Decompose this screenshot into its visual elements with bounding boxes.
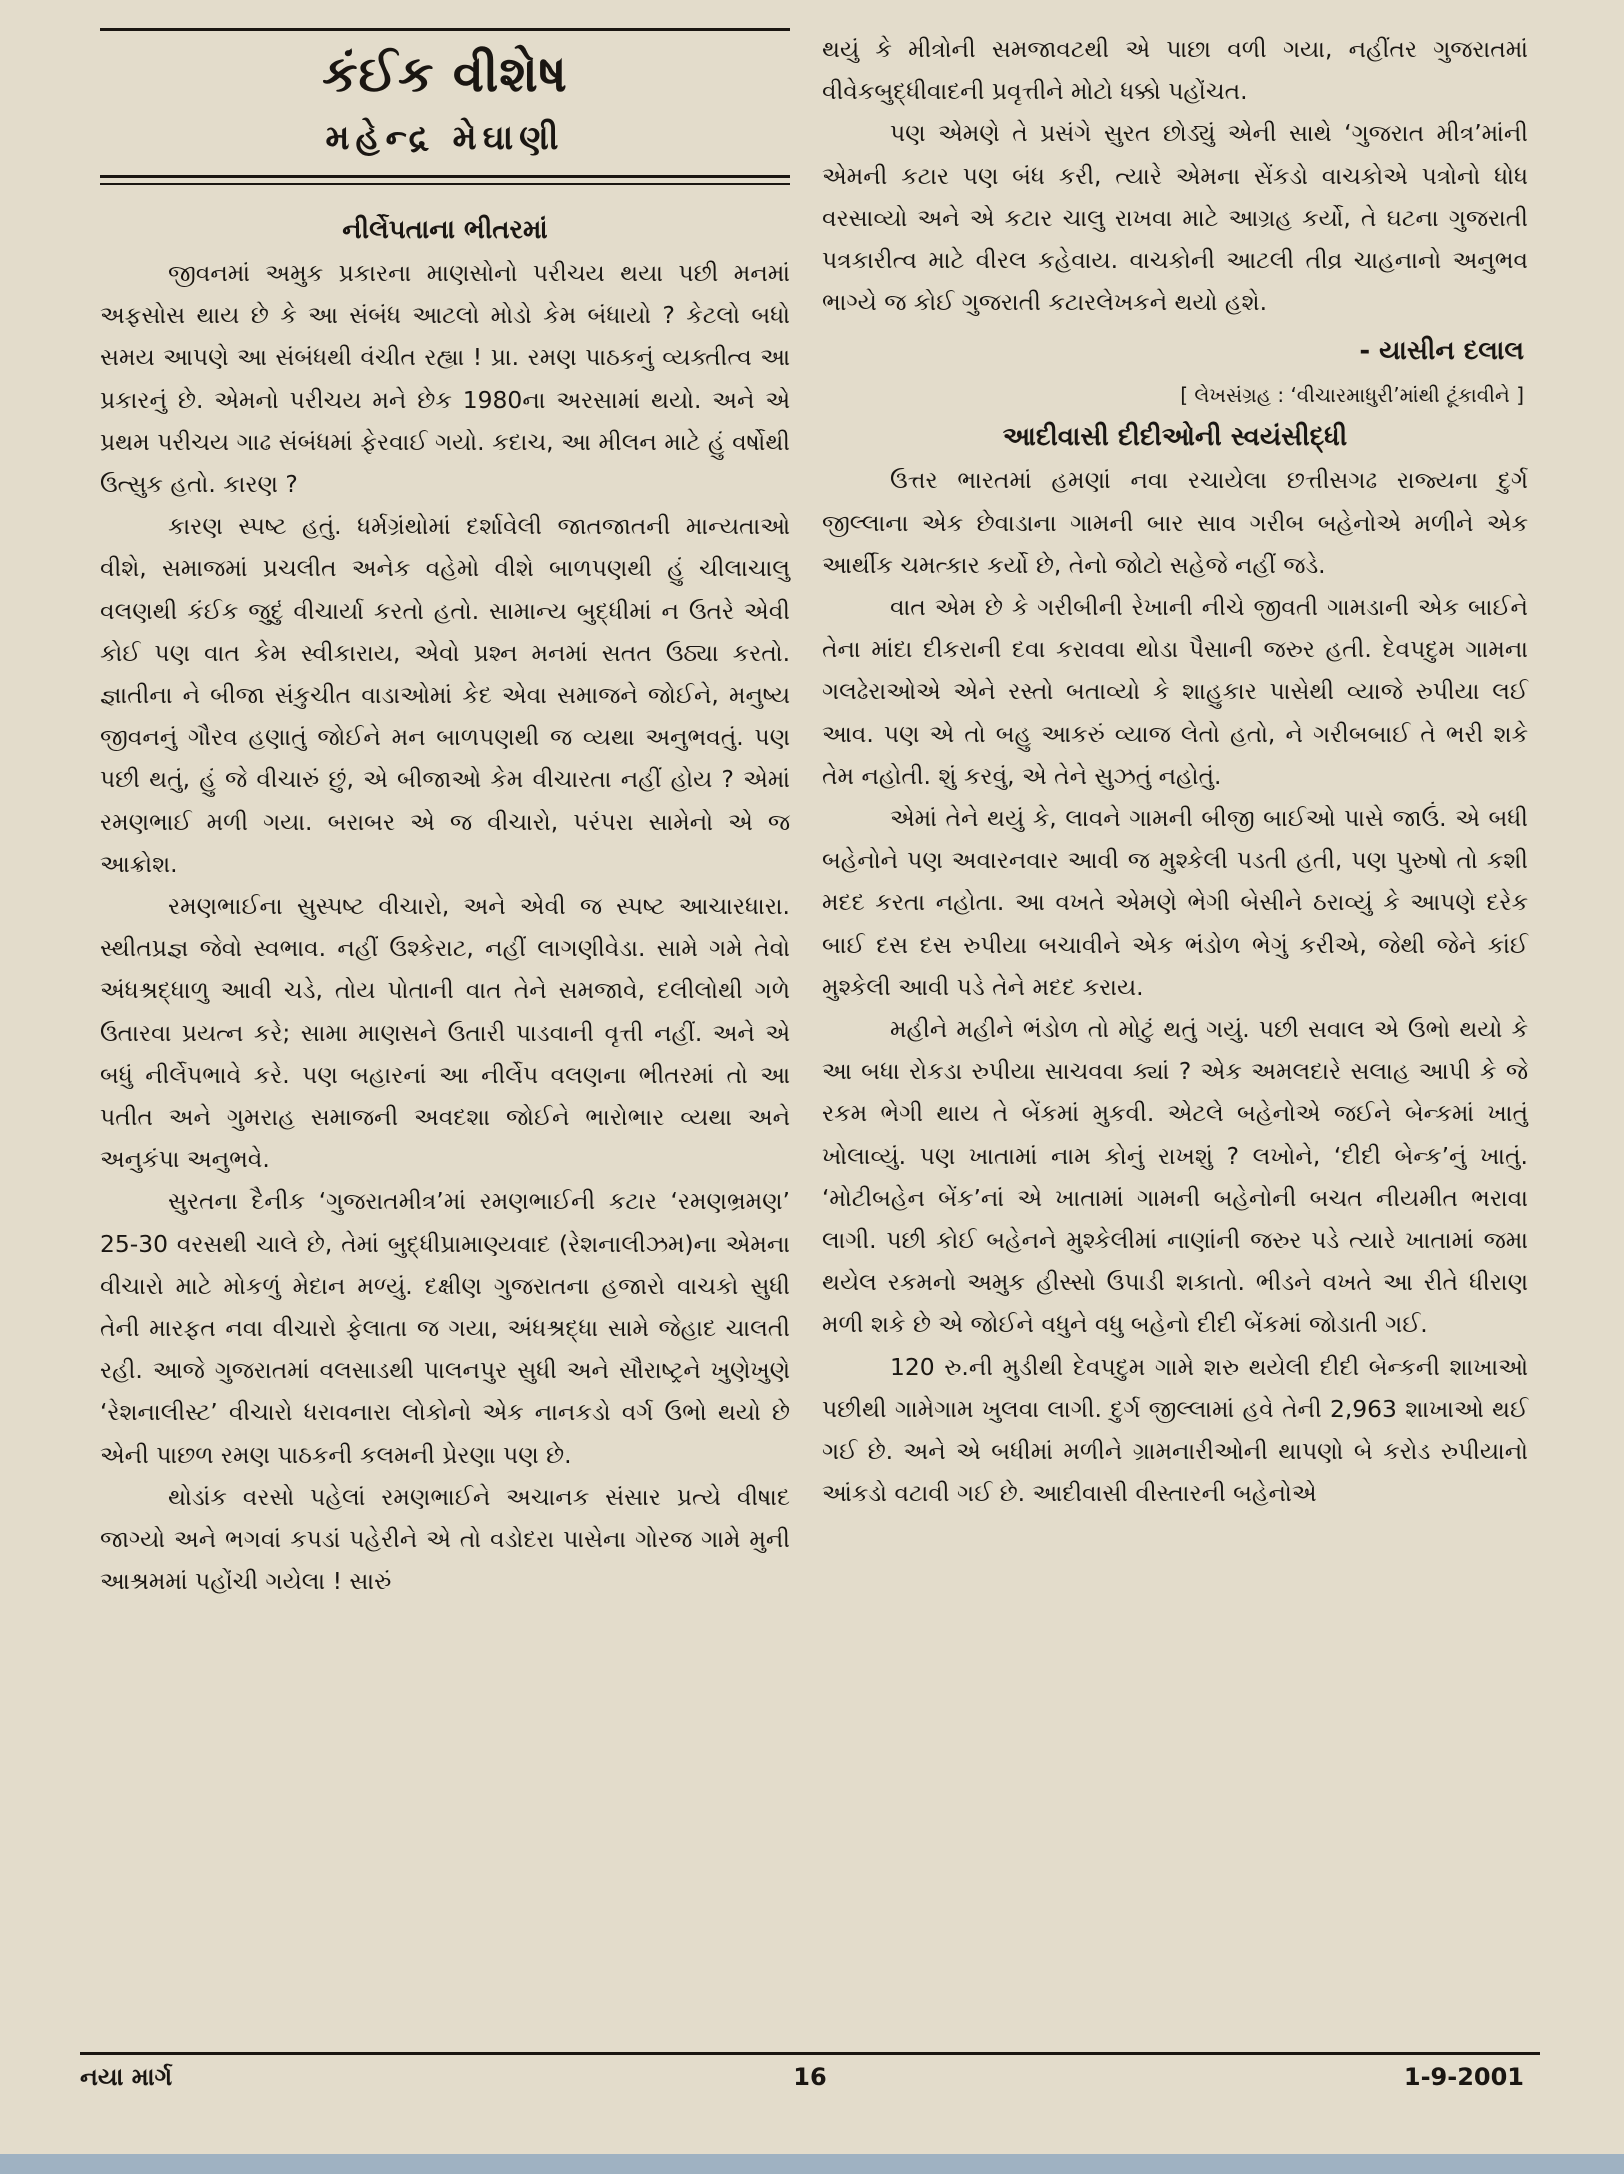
- article1-paragraph: જીવનમાં અમુક પ્રકારના માણસોનો પરીચય થયા પછી મનમાં અફસોસ થાય છે કે આ સંબંધ આટલો મોડો કેમ બંધાયો ? કેટલો બધો સમય આપણે આ સંબંધથી વંચીત રહ્યા ! પ્રા. રમણ પાઠકનું વ્યક્તીત્વ આ પ્રકારનું છે. એમનો પરીચય મને છેક 1980ના અરસામાં થયો. અને એ પ્રથમ પરીચય ગાઢ સંબંધમાં ફેરવાઈ ગયો. કદાચ, આ મીલન માટે હું વર્ષોથી ઉત્સુક હતો. કારણ ?: [100, 259, 790, 499]
- article1-continued-paragraph: થયું કે મીત્રોની સમજાવટથી એ પાછા વળી ગયા, નહીંતર ગુજરાતમાં વીવેકબુદ્ધીવાદની પ્રવૃત્તીને મોટો ધક્કો પહોંચત.: [822, 35, 1528, 106]
- article2-paragraph: વાત એમ છે કે ગરીબીની રેખાની નીચે જીવતી ગામડાની એક બાઈને તેના માંદા દીકરાની દવા કરાવવા થોડા પૈસાની જરુર હતી. દેવપદુમ ગામના ગલઢેરાઓએ એને રસ્તો બતાવ્યો કે શાહુકાર પાસેથી વ્યાજે રુપીયા લઈ આવ. પણ એ તો બહુ આકરું વ્યાજ લેતો હતો, ને ગરીબબાઈ તે ભરી શકે તેમ નહોતી. શું કરવું, એ તેને સુઝતું નહોતું.: [822, 593, 1528, 790]
- article1-paragraph: થોડાંક વરસો પહેલાં રમણભાઈને અચાનક સંસાર પ્રત્યે વીષાદ જાગ્યો અને ભગવાં કપડાં પહેરીને એ તો વડોદરા પાસેના ગોરજ ગામે મુની આશ્રમમાં પહોંચી ગયેલા ! સારું: [100, 1482, 790, 1596]
- right-column: [822, 28, 1528, 1515]
- article2-heading: આદીવાસી દીદીઓની સ્વયંસીદ્ધી: [1002, 422, 1348, 453]
- article1-continued-paragraph: પણ એમણે તે પ્રસંગે સુરત છોડ્યું એની સાથે ‘ગુજરાત મીત્ર’માંની એમની કટાર પણ બંધ કરી, ત્યારે એમના સેંકડો વાચકોએ પત્રોનો ધોધ વરસાવ્યો અને એ કટાર ચાલુ રાખવા માટે આગ્રહ કર્યો, તે ઘટના ગુજરાતી પત્રકારીત્વ માટે વીરલ કહેવાય. વાચકોની આટલી તીવ્ર ચાહનાનો અનુભવ ભાગ્યે જ કોઈ ગુજરાતી કટારલેખકને થયો હશે.: [822, 119, 1528, 317]
- column-author: મહેન્દ્ર મેઘાણી: [325, 118, 565, 158]
- article1-paragraph: સુરતના દૈનીક ‘ગુજરાતમીત્ર’માં રમણભાઈની કટાર ‘રમણભ્રમણ’ 25-30 વરસથી ચાલે છે, તેમાં બુદ્ધીપ્રામાણ્યવાદ (રેશનાલીઝમ)ના એમના વીચારો માટે મોકળું મેદાન મળ્યું. દક્ષીણ ગુજરાતના હજારો વાચકો સુધી તેની મારફત નવા વીચારો ફેલાતા જ ગયા, અંધશ્રદ્ધા સામે જેહાદ ચાલતી રહી. આજે ગુજરાતમાં વલસાડથી પાલનપુર સુધી અને સૌરાષ્ટ્રને ખુણેખુણે ‘રેશનાલીસ્ટ’ વીચારો ધરાવનારા લોકોનો એક નાનકડો વર્ગ ઉભો થયો છે એની પાછળ રમણ પાઠકની કલમની પ્રેરણા પણ છે.: [100, 1187, 790, 1469]
- page-number: 16: [793, 2063, 827, 2091]
- article1-source: [ લેખસંગ્રહ : ‘વીચારમાધુરી’માંથી ટૂંકાવીને ]: [1180, 383, 1524, 408]
- article1-heading: નીર્લેપતાના ભીતરમાં: [342, 215, 548, 245]
- article2-paragraph: 120 રુ.ની મુડીથી દેવપદુમ ગામે શરુ થયેલી દીદી બેન્કની શાખાઓ પછીથી ગામેગામ ખુલવા લાગી. દુર્ગ જીલ્લામાં હવે તેની 2,963 શાખાઓ થઈ ગઈ છે. અને એ બધીમાં મળીને ગ્રામનારીઓની થાપણો બે કરોડ રુપીયાનો આંકડો વટાવી ગઈ છે. આદીવાસી વીસ્તારની બહેનોએ: [822, 1352, 1528, 1508]
- article2-paragraph: મહીને મહીને ભંડોળ તો મોટું થતું ગયું. પછી સવાલ એ ઉભો થયો કે આ બધા રોકડા રુપીયા સાચવવા ક્યાં ? એક અમલદારે સલાહ આપી કે જે રકમ ભેગી થાય તે બેંકમાં મુકવી. એટલે બહેનોએ જઈને બેન્કમાં ખાતું ખોલાવ્યું. પણ ખાતામાં નામ કોનું રાખશું ? લખોને, ‘દીદી બેન્ક’નું ખાતું. ‘મોટીબહેન બેંક’નાં એ ખાતામાં ગામની બહેનોની બચત નીયમીત ભરાવા લાગી. પછી કોઈ બહેનને મુશ્કેલીમાં નાણાંની જરુર પડે ત્યારે ખાતામાં જમા થયેલ રકમનો અમુક હીસ્સો ઉપાડી શકાતો. ભીડને વખતે આ રીતે ધીરાણ મળી શકે છે એ જોઈને વધુને વધુ બહેનો દીદી બેંકમાં જોડાતી ગઈ.: [822, 1015, 1528, 1339]
- page-footer: [80, 2052, 1540, 2099]
- left-column: [100, 28, 790, 1603]
- scan-edge: [0, 2154, 1624, 2174]
- article1-paragraph: કારણ સ્પષ્ટ હતું. ધર્મગ્રંથોમાં દર્શાવેલી જાતજાતની માન્યતાઓ વીશે, સમાજમાં પ્રચલીત અનેક વહેમો વીશે બાળપણથી હું ચીલાચાલુ વલણથી કંઈક જુદું વીચાર્યા કરતો હતો. સામાન્ય બુદ્ધીમાં ન ઉતરે એવી કોઈ પણ વાત કેમ સ્વીકારાય, એવો પ્રશ્ન મનમાં સતત ઉઠ્યા કરતો. જ્ઞાતીના ને બીજા સંકુચીત વાડાઓમાં કેદ એવા સમાજને જોઈને, મનુષ્ય જીવનનું ગૌરવ હણાતું જોઈને મન બાળપણથી જ વ્યથા અનુભવતું. પણ પછી થતું, હું જે વીચારું છું, એ બીજાઓ કેમ વીચારતા નહીં હોય ? એમાં રમણભાઈ મળી ગયા. બરાબર એ જ વીચારો, પરંપરા સામેનો એ જ આક્રોશ.: [100, 512, 790, 878]
- issue-date: 1-9-2001: [1403, 2063, 1524, 2091]
- column-title: કંઈક વીશેષ: [322, 45, 568, 103]
- article1-signature: - યાસીન દલાલ: [1359, 336, 1524, 367]
- magazine-name: નયા માર્ગ: [80, 2063, 173, 2091]
- article1-paragraph: રમણભાઈના સુસ્પષ્ટ વીચારો, અને એવી જ સ્પષ્ટ આચારધારા. સ્થીતપ્રજ્ઞ જેવો સ્વભાવ. નહીં ઉશ્કેરાટ, નહીં લાગણીવેડા. સામે ગમે તેવો અંધશ્રદ્ધાળુ આવી ચડે, તોય પોતાની વાત તેને સમજાવે, દલીલોથી ગળે ઉતારવા પ્રયત્ન કરે; સામા માણસને ઉતારી પાડવાની વૃત્તી નહીં. અને એ બધું નીર્લેપભાવે કરે. પણ બહારનાં આ નીર્લેપ વલણના ભીતરમાં તો આ પતીત અને ગુમરાહ સમાજની અવદશા જોઈને ભારોભાર વ્યથા અને અનુકંપા અનુભવે.: [100, 892, 790, 1174]
- article2-paragraph: ઉત્તર ભારતમાં હમણાં નવા રચાયેલા છત્તીસગઢ રાજ્યના દુર્ગ જીલ્લાના એક છેવાડાના ગામની બાર સાવ ગરીબ બહેનોએ મળીને એક આર્થીક ચમત્કાર કર્યો છે, તેનો જોટો સહેજે નહીં જડે.: [822, 466, 1528, 579]
- article2-paragraph: એમાં તેને થયું કે, લાવને ગામની બીજી બાઈઓ પાસે જાઉં. એ બધી બહેનોને પણ અવારનવાર આવી જ મુશ્કેલી પડતી હતી, પણ પુરુષો તો કશી મદદ કરતા નહોતા. આ વખતે એમણે ભેગી બેસીને ઠરાવ્યું કે આપણે દરેક બાઈ દસ દસ રુપીયા બચાવીને એક ભંડોળ ભેગું કરીએ, જેથી જેને કાંઈ મુશ્કેલી આવી પડે તેને મદદ કરાય.: [822, 804, 1528, 1001]
- column-masthead: [100, 28, 790, 178]
